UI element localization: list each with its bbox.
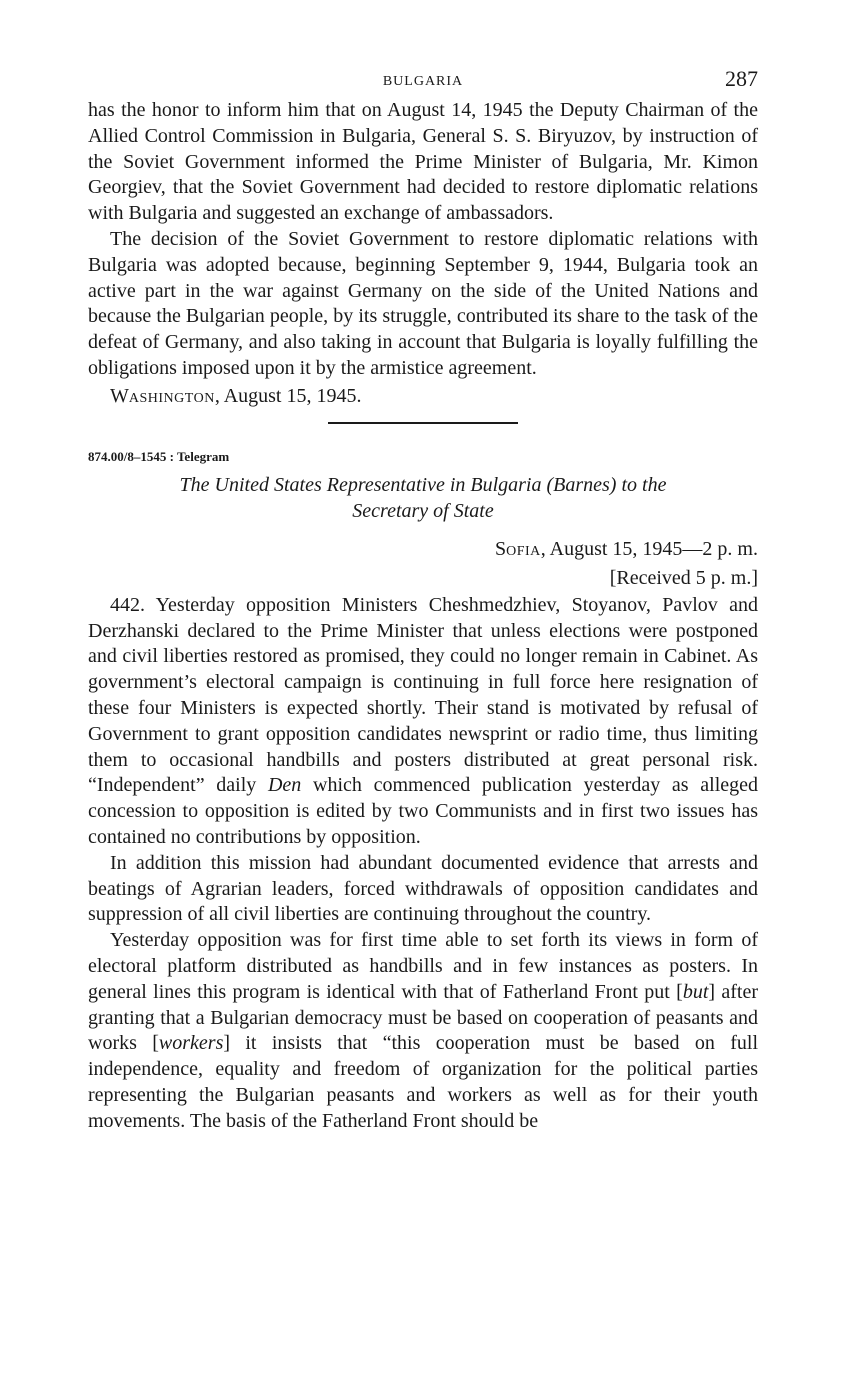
document-page: [88, 64, 758, 1135]
para-platform-part-c: ] it insists that “this cooperation must be based on full independence, equality and freedom of organization for the political parties representing the Bulgarian peasants and workers as well as for their youth movements. The basis of the Fatherland Front should be: [88, 1032, 758, 1132]
place-rest: , August 15, 1945—2 p. m.: [540, 537, 758, 560]
place-initial: S: [494, 537, 507, 560]
file-reference: 874.00/8–1545 : Telegram: [88, 448, 230, 464]
running-title: BULGARIA: [382, 74, 464, 89]
dateline-initial: W: [110, 384, 129, 407]
place-smallcaps: OFIA: [506, 543, 541, 559]
heading-line-1: The United States Representative in Bulgaria (Barnes) to the: [179, 473, 667, 496]
para-442-part-b: which commenced publication yesterday as alleged concession to opposition is edited by two Communists and in first two issues has contained no contributions by opposition.: [88, 774, 758, 848]
para-platform-part-a: Yesterday opposition was for first time able to set forth its views in form of electoral platform distributed as handbills and in few instances as posters. In general lines this program is identical with that of Fatherland Front put [: [88, 929, 758, 1003]
paragraph-platform: [88, 928, 758, 1134]
newspaper-name: Den: [267, 774, 302, 797]
place-date: [88, 536, 758, 565]
section-divider: [328, 422, 518, 424]
heading-line-2: Secretary of State: [352, 499, 494, 522]
dateline-rest: , August 15, 1945.: [214, 384, 362, 407]
dateline-washington: [88, 383, 758, 412]
paragraph-addition: In addition this mission had abundant documented evidence that arrests and beatings of Agrarian leaders, forced withdrawals of opposition candidates and suppression of all civil liberties are continuing throughout the country.: [88, 851, 758, 926]
editorial-insert-workers: workers: [158, 1032, 224, 1055]
page-number: 287: [725, 66, 758, 91]
para-platform-part-b: ] after granting that a Bulgarian democracy must be based on cooperation of peasants and works [: [88, 980, 759, 1055]
paragraph-soviet-decision: The decision of the Soviet Government to restore diplomatic relations with Bulgaria was adopted because, beginning September 9, 1944, Bulgaria took an active part in the war against Germany on the side of the United Nations and because the Bulgarian people, by its struggle, contributed its share to the task of the defeat of Germany, and also taking in account that Bulgaria is loyally fulfilling the obligations imposed upon it by the armistice agreement.: [88, 227, 758, 379]
paragraph-442: [88, 593, 758, 851]
dateline-smallcaps: ASHINGTON: [128, 390, 215, 406]
editorial-insert-but: but: [682, 980, 709, 1003]
paragraph-continuation: has the honor to inform him that on August 14, 1945 the Deputy Chairman of the Allied Control Commission in Bulgaria, General S. S. Biryuzov, by instruction of the Soviet Government informed the Prime Minister of Bulgaria, Mr. Kimon Georgiev, that the Soviet Government had decided to restore diplomatic relations with Bulgaria and suggested an exchange of ambassadors.: [88, 99, 758, 225]
received-note: [Received 5 p. m.]: [609, 566, 758, 589]
running-head: [88, 64, 758, 98]
document-heading: [88, 472, 758, 524]
para-442-part-a: 442. Yesterday opposition Ministers Cheshmedzhiev, Stoyanov, Pavlov and Derzhanski declared to the Prime Minister that unless elections were postponed and civil liberties restored as promised, they could no longer remain in Cabinet. As government’s electoral campaign is continuing in full force here resignation of these four Ministers is expected shortly. Their stand is motivated by refusal of Government to grant opposition candidates newsprint or radio time, thus limiting them to occasional handbills and posters distributed at great personal risk. “Independent” daily: [88, 593, 758, 797]
